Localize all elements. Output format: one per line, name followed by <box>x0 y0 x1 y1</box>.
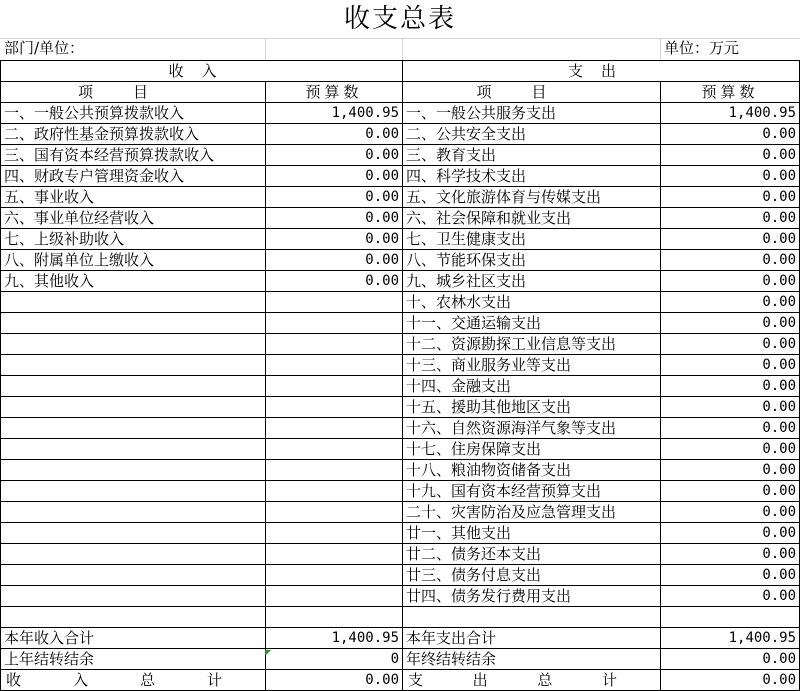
table-body <box>1 103 800 628</box>
expense-item-cell: 十一、交通运输支出 <box>403 313 661 334</box>
expense-item-cell <box>403 607 661 628</box>
total-row <box>1 649 800 670</box>
expense-value-cell: 0.00 <box>661 187 800 208</box>
total-row <box>1 628 800 649</box>
table-row <box>1 439 800 460</box>
sheet-gridline <box>402 38 403 60</box>
expense-item-cell: 十九、国有资本经营预算支出 <box>403 481 661 502</box>
income-value-cell <box>266 607 403 628</box>
grand-total-row <box>1 670 800 691</box>
expense-value-cell: 0.00 <box>661 229 800 250</box>
income-item-cell <box>1 502 266 523</box>
expense-value-cell: 0.00 <box>661 355 800 376</box>
expense-value-cell: 0.00 <box>661 523 800 544</box>
income-value-cell: 1,400.95 <box>266 628 403 649</box>
income-item-cell: 三、国有资本经营预算拨款收入 <box>1 145 266 166</box>
expense-item-cell: 本年支出合计 <box>403 628 661 649</box>
expense-item-cell: 二、公共安全支出 <box>403 124 661 145</box>
expense-value-cell: 0.00 <box>661 481 800 502</box>
income-value-cell: 0.00 <box>266 145 403 166</box>
expense-item-cell: 廿四、债务发行费用支出 <box>403 586 661 607</box>
income-value-cell <box>266 355 403 376</box>
expense-value-cell: 0.00 <box>661 460 800 481</box>
income-value-cell <box>266 439 403 460</box>
income-section-header: 收入 <box>1 61 403 82</box>
expense-section-header: 支出 <box>403 61 800 82</box>
column-header-row <box>1 82 800 103</box>
expense-item-cell: 八、节能环保支出 <box>403 250 661 271</box>
income-value-cell <box>266 544 403 565</box>
table-row <box>1 229 800 250</box>
expense-value-cell <box>661 607 800 628</box>
income-grand-total-value: 0.00 <box>266 670 403 691</box>
income-value-cell <box>266 502 403 523</box>
table-row <box>1 502 800 523</box>
income-item-cell <box>1 544 266 565</box>
expense-value-cell: 0.00 <box>661 418 800 439</box>
expense-item-cell: 廿二、债务还本支出 <box>403 544 661 565</box>
income-item-cell: 二、政府性基金预算拨款收入 <box>1 124 266 145</box>
label-char: 出 <box>472 671 488 689</box>
expense-value-cell: 0.00 <box>661 649 800 670</box>
table-row <box>1 355 800 376</box>
income-item-cell: 一、一般公共预算拨款收入 <box>1 103 266 124</box>
table-row <box>1 418 800 439</box>
label-char: 支 <box>408 671 424 689</box>
income-value-cell: 0.00 <box>266 187 403 208</box>
expense-value-cell: 0.00 <box>661 397 800 418</box>
income-item-cell <box>1 313 266 334</box>
expense-item-cell: 十二、资源勘探工业信息等支出 <box>403 334 661 355</box>
income-value-cell <box>266 523 403 544</box>
expense-item-cell: 三、教育支出 <box>403 145 661 166</box>
expense-item-cell: 廿三、债务付息支出 <box>403 565 661 586</box>
expense-value-cell: 0.00 <box>661 376 800 397</box>
expense-value-cell: 1,400.95 <box>661 103 800 124</box>
expense-item-cell: 十七、住房保障支出 <box>403 439 661 460</box>
income-value-cell <box>266 460 403 481</box>
income-item-cell <box>1 292 266 313</box>
sheet-gridline <box>0 38 800 39</box>
income-item-cell: 四、财政专户管理资金收入 <box>1 166 266 187</box>
income-item-header: 项目 <box>1 82 266 103</box>
table-row <box>1 586 800 607</box>
expense-value-cell: 0.00 <box>661 292 800 313</box>
income-value-cell: 0.00 <box>266 271 403 292</box>
income-value-cell <box>266 397 403 418</box>
income-item-cell <box>1 481 266 502</box>
label-char: 总 <box>139 671 155 689</box>
table-row <box>1 376 800 397</box>
department-label: 部门/单位： <box>4 39 85 57</box>
expense-value-cell: 0.00 <box>661 544 800 565</box>
expense-value-cell: 0.00 <box>661 586 800 607</box>
page-title: 收支总表 <box>343 4 456 34</box>
table-row <box>1 565 800 586</box>
income-value-cell: 0.00 <box>266 124 403 145</box>
expense-item-cell: 五、文化旅游体育与传媒支出 <box>403 187 661 208</box>
sheet-gridline <box>265 38 266 60</box>
income-value-cell <box>266 292 403 313</box>
income-item-cell: 七、上级补助收入 <box>1 229 266 250</box>
cell-comment-indicator-icon <box>265 650 271 656</box>
expense-item-header: 项目 <box>403 82 661 103</box>
expense-item-cell: 四、科学技术支出 <box>403 166 661 187</box>
expense-item-cell: 十四、金融支出 <box>403 376 661 397</box>
expense-item-cell: 二十、灾害防治及应急管理支出 <box>403 502 661 523</box>
table-row <box>1 124 800 145</box>
income-value-cell: 0 <box>266 649 403 670</box>
income-item-cell <box>1 586 266 607</box>
income-item-cell <box>1 439 266 460</box>
income-item-cell: 八、附属单位上缴收入 <box>1 250 266 271</box>
income-value-cell: 0.00 <box>266 166 403 187</box>
expense-value-cell: 0.00 <box>661 208 800 229</box>
table-row <box>1 544 800 565</box>
income-value-cell: 0.00 <box>266 229 403 250</box>
label-char: 入 <box>72 671 88 689</box>
table-row <box>1 523 800 544</box>
expense-value-cell: 0.00 <box>661 124 800 145</box>
expense-item-cell: 十八、粮油物资储备支出 <box>403 460 661 481</box>
label-char: 收 <box>6 671 22 689</box>
sheet-gridline <box>660 38 661 60</box>
expense-item-cell: 十三、商业服务业等支出 <box>403 355 661 376</box>
expense-value-cell: 0.00 <box>661 313 800 334</box>
expense-grand-total-label <box>403 670 661 691</box>
income-item-cell <box>1 355 266 376</box>
expense-value-cell: 1,400.95 <box>661 628 800 649</box>
expense-item-cell: 一、一般公共服务支出 <box>403 103 661 124</box>
income-value-cell <box>266 481 403 502</box>
expense-value-cell: 0.00 <box>661 271 800 292</box>
expense-value-cell: 0.00 <box>661 502 800 523</box>
income-item-cell: 上年结转结余 <box>1 649 266 670</box>
income-item-cell <box>1 334 266 355</box>
income-item-cell: 九、其他收入 <box>1 271 266 292</box>
expense-value-cell: 0.00 <box>661 439 800 460</box>
income-item-cell <box>1 523 266 544</box>
income-budget-header: 预算数 <box>266 82 403 103</box>
income-item-cell: 本年收入合计 <box>1 628 266 649</box>
expense-item-cell: 廿一、其他支出 <box>403 523 661 544</box>
table-row <box>1 166 800 187</box>
income-item-cell <box>1 565 266 586</box>
table-row <box>1 187 800 208</box>
table-row <box>1 334 800 355</box>
income-value-cell <box>266 313 403 334</box>
expense-value-cell: 0.00 <box>661 334 800 355</box>
income-item-cell <box>1 376 266 397</box>
expense-value-cell: 0.00 <box>661 145 800 166</box>
expense-item-cell: 十六、自然资源海洋气象等支出 <box>403 418 661 439</box>
income-value-cell <box>266 334 403 355</box>
table-row <box>1 292 800 313</box>
expense-value-cell: 0.00 <box>661 250 800 271</box>
income-item-cell <box>1 397 266 418</box>
income-value-cell: 0.00 <box>266 250 403 271</box>
income-item-cell <box>1 460 266 481</box>
table-row <box>1 607 800 628</box>
income-grand-total-label <box>1 670 266 691</box>
table-row <box>1 208 800 229</box>
expense-item-cell: 十五、援助其他地区支出 <box>403 397 661 418</box>
table-row <box>1 397 800 418</box>
table-row <box>1 313 800 334</box>
table-row <box>1 460 800 481</box>
label-char: 总 <box>537 671 553 689</box>
income-item-cell <box>1 607 266 628</box>
expense-grand-total-value: 0.00 <box>661 670 800 691</box>
expense-value-cell: 0.00 <box>661 166 800 187</box>
table-row <box>1 145 800 166</box>
section-header-row <box>1 61 800 82</box>
expense-budget-header: 预算数 <box>661 82 800 103</box>
income-value-cell <box>266 586 403 607</box>
income-value-cell <box>266 376 403 397</box>
expense-item-cell: 十、农林水支出 <box>403 292 661 313</box>
expense-item-cell: 九、城乡社区支出 <box>403 271 661 292</box>
income-value-cell: 1,400.95 <box>266 103 403 124</box>
table-row <box>1 103 800 124</box>
income-value-cell <box>266 565 403 586</box>
income-value-cell <box>266 418 403 439</box>
income-value-cell: 0.00 <box>266 208 403 229</box>
expense-item-cell: 年终结转结余 <box>403 649 661 670</box>
label-char: 计 <box>601 671 617 689</box>
table-row <box>1 250 800 271</box>
income-expense-table <box>0 60 800 691</box>
table-row <box>1 481 800 502</box>
income-item-cell <box>1 418 266 439</box>
label-char: 计 <box>206 671 222 689</box>
expense-value-cell: 0.00 <box>661 565 800 586</box>
unit-label: 单位：万元 <box>664 39 740 57</box>
table-grand-total <box>1 670 800 691</box>
income-item-cell: 六、事业单位经营收入 <box>1 208 266 229</box>
income-item-cell: 五、事业收入 <box>1 187 266 208</box>
expense-item-cell: 六、社会保障和就业支出 <box>403 208 661 229</box>
expense-item-cell: 七、卫生健康支出 <box>403 229 661 250</box>
table-row <box>1 271 800 292</box>
table-totals <box>1 628 800 670</box>
